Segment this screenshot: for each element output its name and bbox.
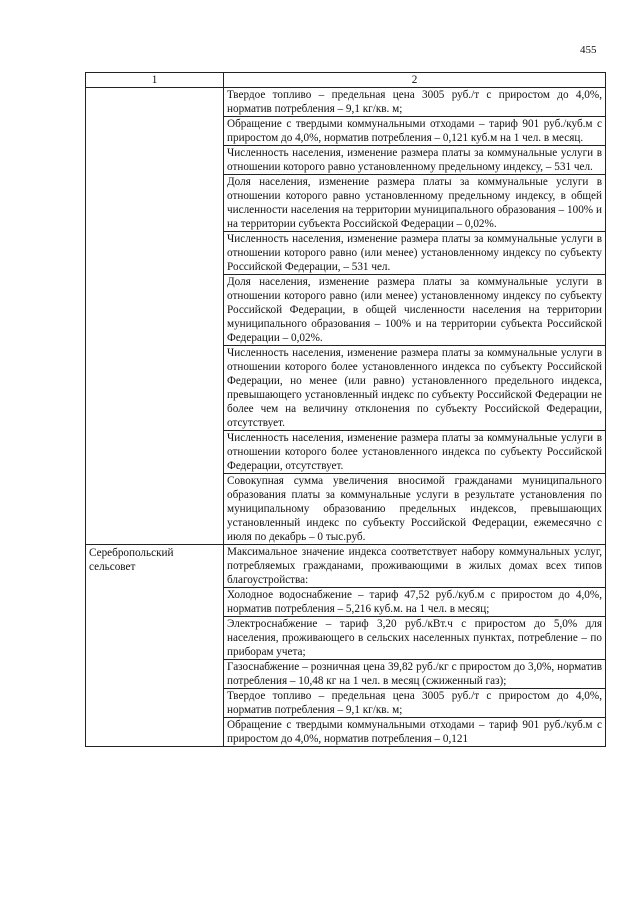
header-row <box>86 73 606 88</box>
details-cell <box>224 545 606 747</box>
list-item: Газоснабжение – розничная цена 39,82 руб./кг с приростом до 3,0%, норматив потребления – 10,48 кг на 1 чел. в месяц (сжиженный газ); <box>224 660 605 689</box>
list-item: Максимальное значение индекса соответствует набору коммунальных услуг, потребляемых гражданами, проживающими в жилых домах всех типов благоустройства: <box>224 545 605 588</box>
list-item: Доля населения, изменение размера платы за коммунальные услуги в отношении которого равно установленному предельному индексу, в общей численности населения на территории муниципального образования – 100% и на территории субъекта Российской Федерации – 0,02%. <box>224 175 605 232</box>
column-header-1: 1 <box>86 73 224 88</box>
list-item: Численность населения, изменение размера платы за коммунальные услуги в отношении которого равно установленному предельному индексу, – 531 чел. <box>224 146 605 175</box>
list-item: Численность населения, изменение размера платы за коммунальные услуги в отношении которого более установленного индекса по субъекту Российской Федерации, но менее (или равно) установленного предельного индекса, превышающего установленный индекс по субъекту Российской Федерации не более чем на величину отклонения по субъекту Российской Федерации, отсутствует. <box>224 346 605 431</box>
region-cell: Серебропольский сельсовет <box>86 545 224 747</box>
list-item: Совокупная сумма увеличения вносимой гражданами муниципального образования платы за коммунальные услуги в результате установления по муниципальному образованию предельных индексов, превышающих установленный индекс по субъекту Российской Федерации, ежемесячно с июля по декабрь – 0 тыс.руб. <box>227 475 602 543</box>
details-cell <box>224 88 606 545</box>
list-item: Доля населения, изменение размера платы за коммунальные услуги в отношении которого равно (или менее) установленному индексу по субъекту Российской Федерации, в общей численности населения на территории муниципального образования – 100% и на территории субъекта Российской Федерации – 0,02%. <box>224 275 605 346</box>
list-item: Обращение с твердыми коммунальными отходами – тариф 901 руб./куб.м с приростом до 4,0%, норматив потребления – 0,121 куб.м на 1 чел. в месяц. <box>224 117 605 146</box>
list-item: Численность населения, изменение размера платы за коммунальные услуги в отношении которого более установленного индекса по субъекту Российской Федерации, отсутствует. <box>224 431 605 474</box>
column-header-2: 2 <box>224 73 606 88</box>
list-item: Холодное водоснабжение – тариф 47,52 руб./куб.м с приростом до 4,0%, норматив потребления – 5,216 куб.м. на 1 чел. в месяц; <box>224 588 605 617</box>
list-item: Электроснабжение – тариф 3,20 руб./кВт.ч с приростом до 5,0% для населения, проживающего в сельских населенных пунктах, потребление – по приборам учета; <box>224 617 605 660</box>
list-item: Обращение с твердыми коммунальными отходами – тариф 901 руб./куб.м с приростом до 4,0%, норматив потребления – 0,121 <box>227 719 602 745</box>
list-item: Численность населения, изменение размера платы за коммунальные услуги в отношении которого равно (или менее) установленному индексу по субъекту Российской Федерации, – 531 чел. <box>224 232 605 275</box>
list-item: Твердое топливо – предельная цена 3005 руб./т с приростом до 4,0%, норматив потребления – 9,1 кг/кв. м; <box>224 88 605 117</box>
page-number: 455 <box>580 44 597 56</box>
table-row <box>86 88 606 545</box>
table-row <box>86 545 606 747</box>
list-item: Твердое топливо – предельная цена 3005 руб./т с приростом до 4,0%, норматив потребления – 9,1 кг/кв. м; <box>224 689 605 718</box>
region-cell <box>86 88 224 545</box>
data-table <box>85 72 606 747</box>
